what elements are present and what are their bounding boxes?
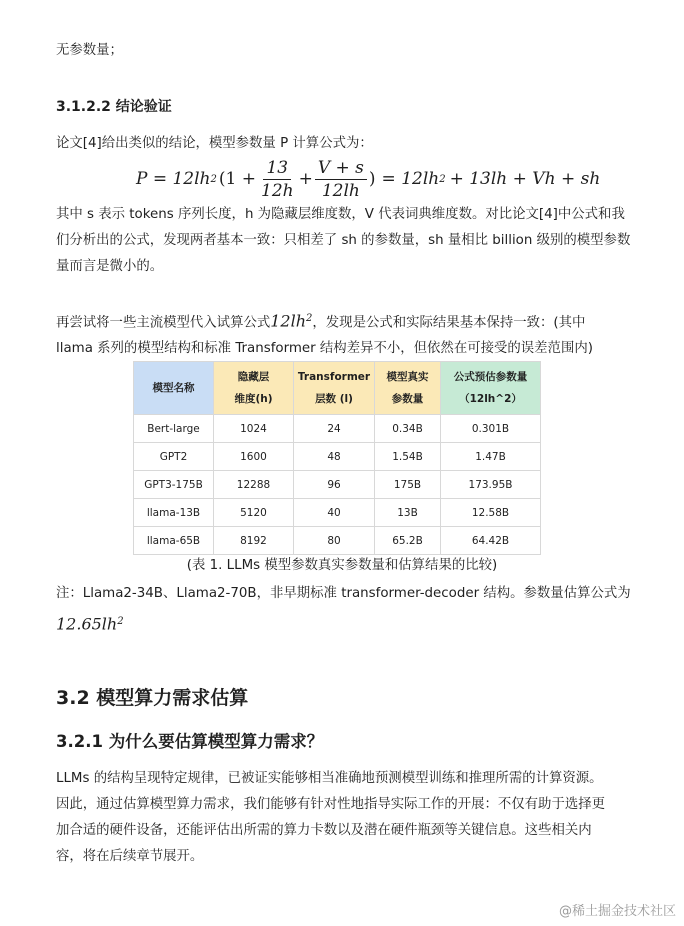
table-row [134,471,541,499]
cell-model: GPT3-175B [134,471,214,499]
retry-line1-b: ，发现是公式和实际结果基本保持一致：(其中 [312,315,586,331]
retry-paragraph [56,306,646,362]
table-row [134,443,541,471]
retry-line1-a: 再尝试将一些主流模型代入试算公式 [56,315,271,331]
formula-lhs: P = 12lh [136,169,211,189]
cell-model: llama-65B [134,527,214,555]
frac1-numerator: 13 [263,157,291,180]
cell-hidden: 1024 [214,415,294,443]
cell-estimate: 64.42B [441,527,541,555]
retry-math: 12lh [270,311,307,331]
section-heading-3-1-2-2: 3.1.2.2 结论验证 [56,99,172,115]
explain-line-3: 量而言是微小的。 [56,259,164,274]
para-no-params: 无参数量； [56,43,123,58]
explain-line-1: 其中 s 表示 tokens 序列长度，h 为隐藏层维度数，V 代表词典维度数。对比论文[4]中公式和我 [56,207,625,222]
cell-hidden: 12288 [214,471,294,499]
section-heading-3-2: 3.2 模型算力需求估算 [56,687,249,709]
table-row [134,527,541,555]
cell-layers: 24 [294,415,375,443]
retry-math-exp: 2 [306,313,313,324]
cell-real: 1.54B [375,443,441,471]
table-row [134,415,541,443]
formula-rhs-a: = 12lh [381,169,440,189]
formula-rhs-exp: 2 [439,173,446,185]
note-math-exp: 2 [117,616,124,627]
formula-frac-1 [258,157,297,202]
cell-model: Bert-large [134,415,214,443]
watermark: @稀土掘金技术社区 [558,904,676,919]
frac1-denominator: 12h [261,180,294,201]
cell-hidden: 8192 [214,527,294,555]
params-table-wrap [133,361,541,555]
cell-estimate: 173.95B [441,471,541,499]
cell-estimate: 12.58B [441,499,541,527]
cell-model: GPT2 [134,443,214,471]
para-321-line-1: LLMs 的结构呈现特定规律，已被证实能够相当准确地预测模型训练和推理所需的计算资源。 [56,771,603,786]
frac2-numerator: V + s [315,157,367,180]
header-real-params: 模型真实 参数量 [375,362,441,415]
param-formula [136,158,600,200]
cell-estimate: 1.47B [441,443,541,471]
table-header-row [134,362,541,415]
para-321-line-2: 因此，通过估算模型算力需求，我们能够有针对性地指导实际工作的开展：不仅有助于选择更 [56,797,606,812]
formula-intro: 论文[4]给出类似的结论，模型参数量 P 计算公式为： [56,136,373,151]
formula-rhs-b: + 13lh + Vh + sh [449,169,601,189]
header-model-name: 模型名称 [134,362,214,415]
cell-hidden: 1600 [214,443,294,471]
header-hidden-dim: 隐藏层 维度(h) [214,362,294,415]
cell-layers: 80 [294,527,375,555]
cell-layers: 96 [294,471,375,499]
cell-model: llama-13B [134,499,214,527]
note-paragraph [56,581,656,639]
params-table [133,361,541,555]
formula-explanation [56,202,636,280]
formula-open: (1 + [218,169,256,189]
section-heading-3-2-1: 3.2.1 为什么要估算模型算力需求？ [56,732,324,751]
cell-layers: 48 [294,443,375,471]
para-321-line-4: 容，将在后续章节展开。 [56,849,204,864]
formula-frac-2 [315,157,367,202]
formula-exp: 2 [210,173,217,185]
cell-real: 0.34B [375,415,441,443]
cell-real: 13B [375,499,441,527]
cell-hidden: 5120 [214,499,294,527]
table-row [134,499,541,527]
retry-line-2: llama 系列的模型结构和标准 Transformer 结构差异不小，但依然在可接受的误差范围内) [56,341,593,357]
cell-real: 175B [375,471,441,499]
cell-estimate: 0.301B [441,415,541,443]
frac2-denominator: 12lh [321,180,360,201]
para-3-2-1 [56,766,646,870]
cell-layers: 40 [294,499,375,527]
formula-close: ) [368,169,376,189]
note-line-1: 注：Llama2-34B、Llama2-70B，非早期标准 transformer-decoder 结构。参数量估算公式为 [56,586,631,601]
note-math: 12.65lh [56,614,118,634]
formula-plus: + [298,169,313,189]
header-layers: Transformer 层数 (l) [294,362,375,415]
table-caption: (表 1. LLMs 模型参数真实参数量和估算结果的比较) [186,558,498,573]
explain-line-2: 们分析出的公式，发现两者基本一致：只相差了 sh 的参数量，sh 量相比 billion 级别的模型参数 [56,233,631,248]
header-estimated-params: 公式预估参数量 （12lh^2） [441,362,541,415]
cell-real: 65.2B [375,527,441,555]
para-321-line-3: 加合适的硬件设备，还能评估出所需的算力卡数以及潜在硬件瓶颈等关键信息。这些相关内 [56,823,592,838]
